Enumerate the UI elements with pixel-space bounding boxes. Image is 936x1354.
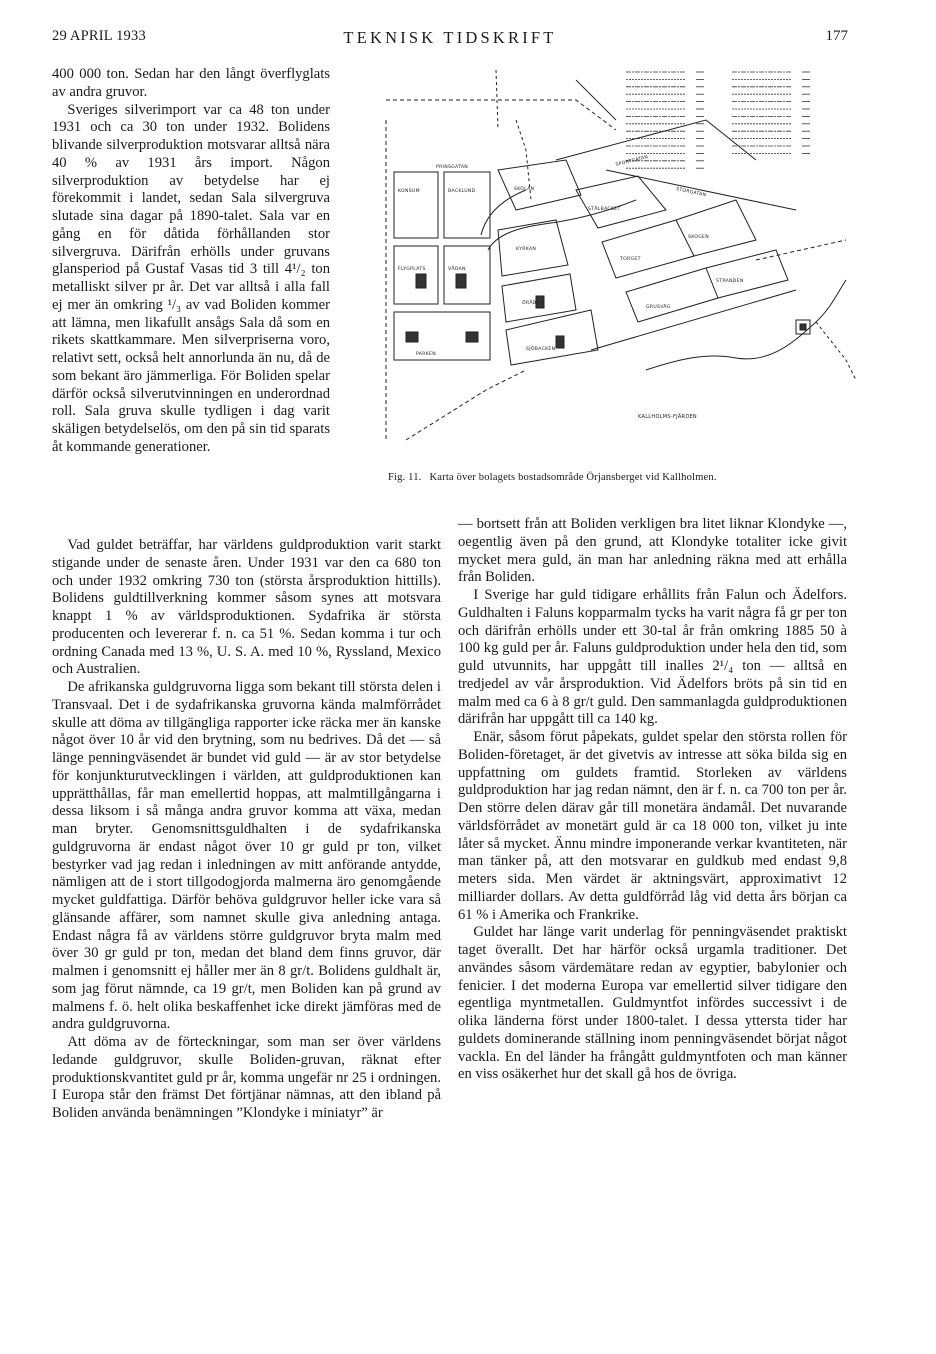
road-north	[576, 80, 616, 120]
paragraph: Enär, såsom förut påpekats, guldet spelar den största rollen för Boliden-företaget, är det givetvis av intresse att söka bilda sig en uppfattning om guldets framtid. Storleken av världens guldproduktion har jag redan nämnt, den är f. n. ca 700 ton per år. Den större delen därav går till monetära ändamål. Det nuvarande världsförrådet av monetärt guld är ca 18 000 ton, vilket ju inte låter så mycket. Ännu mindre imponerande verkar kvantiteten, när man tänker på, att den motsvarar en guldkub med endast 9,8 meters sida. Men värdet är aktningsvärt, approximativt 12 milliarder dollars. Av detta guldförråd låg vid detta års början ca 61 % i Amerika och Frankrike.	[458, 729, 847, 923]
map-label-water: KALLHOLMS-FJÄRDEN	[638, 414, 697, 420]
road-diagonal-1	[556, 120, 756, 160]
paragraph: I Sverige har guld tidigare erhållits från Falun och Ädelfors. Guldhalten i Faluns kopparmalm tycks ha varit några få gr per ton och därifrån erhölls under ett 30-tal år från omkring 1885 50 à 100 kg guld per år. Faluns guldproduktion under hela den tid, som guld utvunnits, har uppgått till inalles 2¹/₄ ton — alltså en tredjedel av vår årsproduktion. Vid Ädelfors bröts på sin tid en malm med ca 6 à 8 gr/t guld. Den sammanlagda guldproduktionen därifrån har uppgått till ca 140 kg.	[458, 587, 847, 728]
shoreline-dashed	[816, 322, 856, 380]
journal-title: TEKNISK TIDSKRIFT	[343, 28, 557, 47]
paragraph: Vad guldet beträffar, har världens guldproduktion varit starkt stigande under de senaste åren. Under 1931 var den ca 680 ton och under 1932 omkring 730 ton (största årsproduktion hittills). Bolidens guldtillverkning kommer såsom synes att motsvara knappt 1 % av världsproduktionen. Sydafrika är största producenten och levererar f. n. ca 51 %. Sedan komma i tur och ordning Canada med 13 %, U. S. A. med 10 %, Ryssland, Mexico och Australien.	[52, 537, 441, 678]
issue-date: 29 APRIL 1933	[52, 28, 146, 44]
map-label: FLYGPLATS	[398, 267, 426, 272]
page-number: 177	[825, 28, 848, 44]
building	[406, 332, 418, 342]
map-label: STRANDEN	[716, 279, 744, 284]
text-column-top-left	[52, 66, 330, 457]
page-header	[52, 28, 848, 50]
building	[456, 274, 466, 288]
block-10	[576, 176, 666, 228]
boundary-north	[386, 100, 616, 130]
paragraph: — bortsett från att Boliden verkligen bra litet liknar Klondyke —, oegentlig även på den grund, att Klondyke totaliter icke givit mycket mera guld, än man har anledning räkna med att erhålla från Boliden.	[458, 516, 847, 586]
block-1	[394, 172, 438, 238]
text-column-right	[458, 516, 847, 1084]
map-label: BACKLUND	[448, 189, 476, 194]
block-11	[602, 220, 694, 278]
block-9	[506, 310, 598, 365]
map-label: STÅLBACKET	[588, 207, 621, 212]
map-label: PRINSGATAN	[436, 165, 469, 170]
block-6	[498, 160, 581, 210]
boundary-south	[406, 370, 526, 440]
block-14	[706, 250, 788, 298]
paragraph: 400 000 ton. Sedan har den långt överflyglats av andra gruvor.	[52, 66, 330, 100]
road-diagonal-3	[591, 290, 796, 350]
map-label: STORGATAN	[675, 187, 707, 199]
map-label: VÅDAN	[448, 267, 466, 272]
building	[416, 274, 426, 288]
map-label: SJÖBACKEN	[526, 347, 556, 352]
building	[556, 336, 564, 348]
figure-label: Fig. 11.	[388, 472, 422, 483]
map-label: SKOLAN	[514, 187, 535, 192]
figure-caption-text: Karta över bolagets bostadsområde Örjansberget vid Kallholmen.	[429, 472, 717, 483]
building	[466, 332, 478, 342]
text-column-left	[52, 537, 441, 1123]
map-figure	[376, 60, 856, 460]
map-label: SPORTGATAN	[615, 155, 649, 168]
map-illustration	[376, 60, 856, 460]
paragraph: De afrikanska guldgruvorna ligga som bekant till största delen i Transvaal. Det i de sydafrikanska gruvorna kända malmförrådet skulle att döma av tillgängliga rapporter icke räcka mer än kanske något över 10 år vid den brytning, som nu bedrives. Då det — så länge penningväsendet är bundet vid guld — är av stor betydelse för konjunkturutvecklingen i världen, att guldproduktionen kan upprätthållas, får man emellertid hoppas, att malmtillgångarna i dessa liksom i så många andra gruvor komma att växa, medan man bryter. Genomsnittsguldhalten i de sydafrikanska guldgruvorna är endast något över 10 gr guld pr ton, vilket bestyrker vad jag redan i inledningen av mitt anförande antydde, nämligen att de i stort tillgodogjorda malmerna äro genomgående mycket guldfattiga. Därför behöva guldgruvor heller icke vara så glänsande affärer, som namnet skulle giva anledning antaga. Endast några få av världens större guldgruvor bryta malm med över 30 gr guld pr ton, medan det bland dem finns gruvor, där malmen i genomsnitt ej håller mer än 8 gr/t. Bolidens guldhalt är, som jag förut nämnde, ca 19 gr/t, men Boliden kan på grund av malmens f. ö. helt olika beskaffenhet icke direkt jämföras med de andra guldgruvorna.	[52, 679, 441, 1033]
map-label: KONSUM	[398, 189, 420, 194]
road-inner	[481, 190, 526, 235]
map-label: PARKEN	[416, 352, 436, 357]
map-label: TORGET	[620, 257, 641, 262]
road-diagonal-2	[606, 170, 796, 210]
paragraph: Sveriges silverimport var ca 48 ton under 1931 och ca 30 ton under 1932. Bolidens blivande silverproduktion motsvarar alltså nära 40 % av 1931 års import. Någon silverproduktion av betydelse har ej förekommit i landet, sedan Sala silvergruva slutade sina dagar på 1890-talet. Sala var en gång en för dåtida förhållanden stor silvergruva. Därifrån erhölls under gruvans glansperiod på Gustaf Vasas tid 3 till 4¹/₂ ton metalliskt silver pr år. Det var alltså i alla fall ej mer än omkring ¹/₃ av vad Boliden kommer att lämna, men likafullt ansågs Sala då som en rikets skattkammare. Men silverpriserna voro, relativt sett, också helt annorlunda än nu, då de som bekant äro jämmerliga. För Boliden spelar därför också silverutvinningen en underordnad roll. Sala gruva skulle tydligen i dag varit skäligen betydelselös, om den på sin tid sparats åt kommande generationer.	[52, 101, 330, 455]
map-label: ÖRÅBY	[522, 301, 540, 306]
map-label: SKOGEN	[688, 235, 709, 240]
paragraph: Att döma av de förteckningar, som man ser över världens ledande guldgruvor, skulle Boliden-gruvan, räknat efter produktionskvantitet guld pr år, komma ungefär nr 25 i ordningen. I Europa står den främst Det förtjänar nämnas, att den ibland på Boliden använda benämningen ”Klondyke i miniatyr” är	[52, 1034, 441, 1121]
block-12	[626, 268, 718, 322]
legend	[626, 72, 810, 168]
boundary-east	[756, 240, 846, 260]
map-label: GRUSVÄG	[646, 305, 671, 310]
figure-caption	[388, 471, 848, 484]
pavilion-core	[800, 324, 806, 330]
block-13	[676, 200, 756, 256]
map-label: KYRKAN	[516, 247, 537, 252]
block-4	[444, 246, 490, 304]
track-north	[496, 70, 498, 130]
paragraph: Guldet har länge varit underlag för penningväsendet praktiskt taget överallt. Det har härför också urgamla traditioner. Det användes såsom värdemätare redan av egyptier, babylonier och fenicier. I det moderna Europa var emellertid silver tidigare den egentliga myntmetallen. Guldmyntfot infördes successivt i de olika länderna först under 1800-talet. I dessa yttersta tider har guldets dominerande ställning inom penningväsendet börjat något vackla. En del länder ha frångått guldmyntfoten och man känner en viss osäkerhet hur det skall gå hos de övriga.	[458, 924, 847, 1083]
